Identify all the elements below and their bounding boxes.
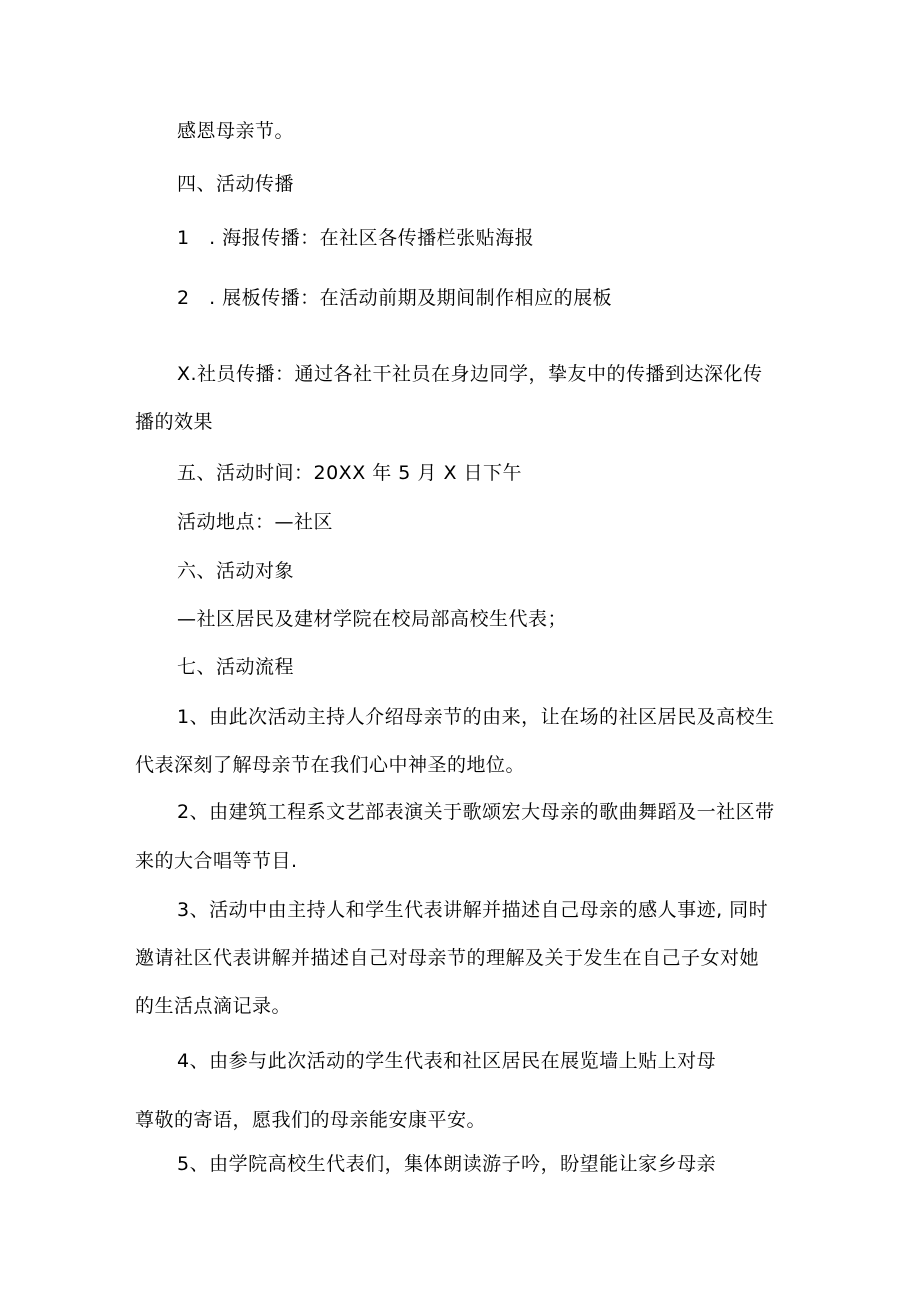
list-item: 2、由建筑工程系文艺部表演关于歌颂宏大母亲的歌曲舞蹈及一社区带 (177, 801, 775, 823)
list-item: 5、由学院高校生代表们，集体朗读游子吟，盼望能让家乡母亲 (177, 1153, 717, 1175)
text-line: 代表深刻了解母亲节在我们心中神圣的地位。 (135, 754, 526, 776)
section-heading: 七、活动流程 (177, 656, 295, 678)
text-line: 的生活点滴记录。 (135, 995, 292, 1017)
text-line: —社区居民及建材学院在校局部高校生代表； (177, 608, 568, 630)
section-heading: 五、活动时间：20XX 年 5 月 X 日下午 (177, 462, 523, 484)
list-item: 1 . 海报传播：在社区各传播栏张贴海报 (177, 227, 535, 249)
text-line: 感恩母亲节。 (177, 120, 295, 142)
list-item: 1、由此次活动主持人介绍母亲节的由来，让在场的社区居民及高校生 (177, 706, 775, 728)
text-line: 尊敬的寄语，愿我们的母亲能安康平安。 (135, 1109, 487, 1131)
text-line: 来的大合唱等节目. (135, 850, 298, 872)
text-line: 邀请社区代表讲解并描述自己对母亲节的理解及关于发生在自己子女对她 (135, 947, 760, 969)
section-heading: 六、活动对象 (177, 560, 295, 582)
text-line: 活动地点：—社区 (177, 511, 334, 533)
list-item: X.社员传播：通过各社干社员在身边同学，挚友中的传播到达深化传 (177, 363, 763, 385)
list-item: 4、由参与此次活动的学生代表和社区居民在展览墙上贴上对母 (177, 1050, 717, 1072)
list-item: 3、活动中由主持人和学生代表讲解并描述自己母亲的感人事迹, 同时 (177, 899, 769, 921)
list-item: 2 . 展板传播：在活动前期及期间制作相应的展板 (177, 287, 613, 309)
text-line: 播的效果 (135, 411, 214, 433)
section-heading: 四、活动传播 (177, 173, 295, 195)
